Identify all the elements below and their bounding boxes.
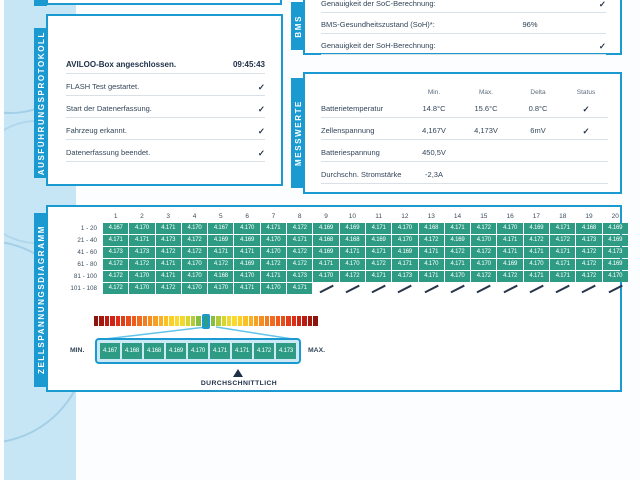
messwerte-row-max: 15.6°C: [474, 104, 498, 113]
grid-voltage-cell: 4.170: [497, 223, 522, 234]
grid-row-label: 41 - 60: [77, 249, 97, 256]
scale-square: [137, 316, 141, 326]
na-slash-icon: [398, 285, 412, 293]
grid-voltage-cell: 4.171: [445, 223, 470, 234]
grid-voltage-cell: 4.168: [340, 235, 365, 246]
grid-voltage-cell: 4.170: [208, 283, 233, 294]
grid-voltage-cell: 4.171: [419, 271, 444, 282]
grid-voltage-cell: 4.171: [366, 223, 391, 234]
protocol-row-label: FLASH Test gestartet.: [66, 82, 140, 91]
voltage-color-scale: [94, 313, 328, 329]
bms-rows: [321, 0, 606, 55]
grid-voltage-cell: 4.170: [340, 259, 365, 270]
grid-col-header: 3: [166, 213, 171, 220]
grid-voltage-cell: 4.169: [313, 223, 338, 234]
grid-col-header: 12: [401, 213, 409, 220]
grid-na-cell: [603, 283, 628, 294]
scale-square: [249, 316, 253, 326]
protocol-time: 09:45:43: [232, 60, 265, 69]
scale-square: [110, 316, 114, 326]
average-label: DURCHSCHNITTLICH: [200, 380, 278, 387]
protocol-row: [66, 74, 265, 96]
bms-panel-tab-label: BMS: [293, 14, 303, 38]
grid-voltage-cell: 4.172: [156, 247, 181, 258]
bms-row-label: Genauigkeit der SoH-Berechnung:: [321, 41, 436, 50]
magnifier-strip: [95, 338, 301, 364]
grid-voltage-cell: 4.171: [366, 247, 391, 258]
grid-voltage-cell: 4.170: [261, 247, 286, 258]
grid-voltage-cell: 4.173: [287, 271, 312, 282]
grid-na-cell: [471, 283, 496, 294]
grid-corner: [56, 212, 102, 222]
grid-voltage-cell: 4.173: [603, 247, 628, 258]
grid-voltage-cell: 4.168: [208, 271, 233, 282]
grid-col-header: 17: [532, 213, 541, 220]
grid-col-header: 16: [506, 213, 514, 220]
scale-square: [270, 316, 274, 326]
grid-voltage-cell: 4.172: [129, 259, 154, 270]
bms-row-label: BMS-Gesundheitszustand (SoH)*:: [321, 20, 435, 29]
grid-voltage-cell: 4.172: [103, 283, 128, 294]
grid-col-header: 1: [113, 213, 118, 220]
na-slash-icon: [345, 285, 359, 293]
grid-voltage-cell: 4.171: [129, 235, 154, 246]
cell-voltage-diagram-panel: [36, 205, 623, 392]
scale-square: [116, 316, 120, 326]
grid-voltage-cell: 4.170: [129, 271, 154, 282]
check-icon: ✓: [598, 40, 606, 51]
grid-voltage-cell: 4.172: [261, 259, 286, 270]
grid-col-header: 14: [453, 213, 462, 220]
na-slash-icon: [477, 285, 491, 293]
grid-voltage-cell: 4.169: [445, 235, 470, 246]
scale-square: [186, 316, 190, 326]
bms-row: [321, 34, 606, 55]
grid-voltage-cell: 4.171: [550, 247, 575, 258]
scale-square: [143, 316, 147, 326]
messwerte-panel-tab-label: MESSWERTE: [293, 100, 303, 166]
grid-voltage-cell: 4.171: [234, 247, 259, 258]
grid-na-cell: [419, 283, 444, 294]
check-icon: ✓: [598, 0, 606, 9]
scale-square: [159, 316, 163, 326]
grid-voltage-cell: 4.169: [366, 235, 391, 246]
magnifier-cell: 4.173: [276, 343, 296, 359]
messwerte-row-min: 4,167V: [422, 126, 446, 135]
grid-voltage-cell: 4.171: [340, 247, 365, 258]
grid-col-header: 10: [348, 213, 356, 220]
scale-square: [222, 316, 226, 326]
messwerte-header-row: [321, 82, 608, 96]
scale-square: [211, 316, 215, 326]
grid-voltage-cell: 4.169: [497, 259, 522, 270]
messwerte-row-delta: 6mV: [530, 126, 546, 135]
grid-voltage-cell: 4.169: [313, 247, 338, 258]
grid-voltage-cell: 4.173: [129, 247, 154, 258]
bms-panel: [293, 0, 622, 55]
grid-voltage-cell: 4.168: [313, 235, 338, 246]
grid-col-header: 19: [585, 213, 593, 220]
grid-row-label: 61 - 80: [77, 261, 97, 268]
grid-voltage-cell: 4.172: [576, 259, 601, 270]
protocol-row: [66, 96, 265, 118]
scale-square: [238, 316, 242, 326]
grid-voltage-cell: 4.173: [156, 235, 181, 246]
grid-voltage-cell: 4.173: [103, 247, 128, 258]
grid-voltage-cell: 4.170: [524, 259, 549, 270]
grid-na-cell: [366, 283, 391, 294]
scale-square: [191, 316, 195, 326]
magnifier-cell: 4.167: [100, 343, 120, 359]
grid-voltage-cell: 4.169: [603, 235, 628, 246]
grid-voltage-cell: 4.172: [419, 235, 444, 246]
grid-voltage-cell: 4.171: [287, 235, 312, 246]
scale-square: [243, 316, 247, 326]
messwerte-row: [321, 140, 608, 162]
grid-na-cell: [497, 283, 522, 294]
grid-voltage-cell: 4.169: [208, 235, 233, 246]
grid-voltage-cell: 4.169: [603, 259, 628, 270]
grid-col-header: 15: [480, 213, 488, 220]
bms-row: [321, 13, 606, 34]
messwerte-header-delta: Delta: [530, 89, 546, 96]
grid-voltage-cell: 4.170: [182, 223, 207, 234]
grid-voltage-cell: 4.169: [234, 235, 259, 246]
grid-voltage-cell: 4.172: [103, 271, 128, 282]
diagram-panel-tab: [34, 213, 48, 387]
grid-voltage-cell: 4.170: [419, 259, 444, 270]
grid-voltage-cell: 4.172: [524, 235, 549, 246]
grid-col-header: 8: [297, 213, 302, 220]
scale-square: [286, 316, 290, 326]
grid-voltage-cell: 4.172: [471, 223, 496, 234]
protocol-row: [66, 140, 265, 162]
grid-voltage-cell: 4.171: [419, 247, 444, 258]
grid-col-header: 11: [375, 213, 382, 220]
messwerte-row-label: Batteriespannung: [321, 148, 380, 157]
scale-square: [180, 316, 184, 326]
diagram-panel-tab-label: ZELLSPANNUNGSDIAGRAMM: [36, 225, 46, 375]
grid-voltage-cell: 4.171: [445, 259, 470, 270]
grid-col-header: 20: [611, 213, 619, 220]
grid-voltage-cell: 4.171: [366, 271, 391, 282]
grid-voltage-cell: 4.170: [392, 223, 417, 234]
na-slash-icon: [608, 285, 622, 293]
scale-square: [259, 316, 263, 326]
grid-na-cell: [392, 283, 417, 294]
grid-voltage-cell: 4.172: [366, 259, 391, 270]
scale-square: [281, 316, 285, 326]
min-label: MIN.: [70, 347, 85, 354]
scale-square: [169, 316, 173, 326]
grid-voltage-cell: 4.170: [603, 271, 628, 282]
grid-row-label: 1 - 20: [80, 225, 97, 232]
grid-voltage-cell: 4.170: [471, 235, 496, 246]
grid-voltage-cell: 4.171: [156, 271, 181, 282]
grid-voltage-cell: 4.169: [234, 259, 259, 270]
scale-square: [313, 316, 317, 326]
grid-row-label: 101 - 108: [70, 285, 97, 292]
grid-voltage-cell: 4.169: [603, 223, 628, 234]
scale-square: [132, 316, 136, 326]
messwerte-row: [321, 162, 608, 184]
magnifier-cell: 4.168: [144, 343, 164, 359]
grid-voltage-cell: 4.168: [419, 223, 444, 234]
protocol-rows: [66, 74, 265, 162]
protocol-row-label: Start der Datenerfassung.: [66, 104, 152, 113]
grid-voltage-cell: 4.172: [156, 283, 181, 294]
grid-na-cell: [340, 283, 365, 294]
grid-voltage-cell: 4.171: [261, 223, 286, 234]
grid-voltage-cell: 4.170: [182, 283, 207, 294]
grid-voltage-cell: 4.169: [524, 223, 549, 234]
grid-voltage-cell: 4.171: [524, 247, 549, 258]
messwerte-rows: [321, 96, 608, 184]
grid-na-cell: [576, 283, 601, 294]
grid-voltage-cell: 4.167: [208, 223, 233, 234]
messwerte-header-max: Max.: [478, 89, 494, 96]
na-slash-icon: [424, 285, 438, 293]
messwerte-row-label: Durchschn. Stromstärke: [321, 170, 402, 179]
grid-voltage-cell: 4.172: [471, 271, 496, 282]
grid-voltage-cell: 4.172: [287, 259, 312, 270]
grid-voltage-cell: 4.170: [261, 283, 286, 294]
na-slash-icon: [582, 285, 596, 293]
grid-voltage-cell: 4.171: [550, 223, 575, 234]
grid-voltage-cell: 4.171: [550, 259, 575, 270]
na-slash-icon: [372, 285, 386, 293]
magnifier-cell: 4.169: [166, 343, 186, 359]
grid-voltage-cell: 4.171: [234, 283, 259, 294]
grid-col-header: 13: [427, 213, 435, 220]
bms-row-label: Genauigkeit der SoC-Berechnung:: [321, 0, 436, 8]
magnifier-cell: 4.171: [210, 343, 230, 359]
na-slash-icon: [319, 285, 333, 293]
scale-square: [121, 316, 125, 326]
na-slash-icon: [556, 285, 570, 293]
check-icon: ✓: [257, 103, 265, 114]
grid-col-header: 5: [219, 213, 223, 220]
messwerte-row-min: -2,3A: [425, 170, 443, 179]
grid-voltage-cell: 4.170: [261, 235, 286, 246]
grid-voltage-cell: 4.171: [103, 235, 128, 246]
messwerte-row: [321, 118, 608, 140]
grid-voltage-cell: 4.170: [234, 271, 259, 282]
grid-voltage-cell: 4.172: [182, 235, 207, 246]
grid-voltage-cell: 4.171: [208, 247, 233, 258]
grid-voltage-cell: 4.171: [392, 259, 417, 270]
scale-square: [302, 316, 306, 326]
messwerte-row-min: 14.8°C: [422, 104, 446, 113]
messwerte-row-max: 4,173V: [474, 126, 498, 135]
grid-voltage-cell: 4.172: [208, 259, 233, 270]
grid-voltage-cell: 4.170: [471, 259, 496, 270]
protocol-row-label: Datenerfassung beendet.: [66, 148, 151, 157]
grid-voltage-cell: 4.171: [524, 271, 549, 282]
grid-voltage-cell: 4.171: [156, 223, 181, 234]
grid-na-cell: [445, 283, 470, 294]
scale-square: [276, 316, 280, 326]
magnifier-cell: 4.172: [254, 343, 274, 359]
messwerte-row-delta: 0.8°C: [528, 104, 548, 113]
protocol-row-label: Fahrzeug erkannt.: [66, 126, 127, 135]
protocol-title-row: [66, 52, 265, 74]
grid-voltage-cell: 4.169: [392, 247, 417, 258]
grid-col-header: 9: [324, 213, 328, 220]
protocol-title: AVILOO-Box angeschlossen.: [66, 60, 177, 69]
grid-na-cell: [524, 283, 549, 294]
messwerte-row-label: Zellenspannung: [321, 126, 375, 135]
grid-voltage-cell: 4.172: [103, 259, 128, 270]
check-icon: ✓: [257, 147, 265, 158]
grid-voltage-cell: 4.171: [287, 283, 312, 294]
messwerte-row: [321, 96, 608, 118]
grid-voltage-cell: 4.170: [313, 271, 338, 282]
cell-grid-wrap: [56, 212, 628, 294]
scale-square: [227, 316, 231, 326]
grid-voltage-cell: 4.170: [182, 259, 207, 270]
grid-voltage-cell: 4.172: [182, 247, 207, 258]
grid-col-header: 2: [140, 213, 144, 220]
magnifier-cell: 4.170: [188, 343, 208, 359]
grid-voltage-cell: 4.171: [156, 259, 181, 270]
protocol-body: [66, 52, 265, 162]
grid-voltage-cell: 4.167: [103, 223, 128, 234]
scale-square: [126, 316, 130, 326]
protocol-row: [66, 118, 265, 140]
grid-col-header: 6: [245, 213, 249, 220]
scale-square: [148, 316, 152, 326]
grid-voltage-cell: 4.171: [497, 247, 522, 258]
grid-voltage-cell: 4.172: [550, 235, 575, 246]
messwerte-row-label: Batterietemperatur: [321, 104, 384, 113]
scale-square: [175, 316, 179, 326]
grid-voltage-cell: 4.173: [576, 235, 601, 246]
grid-voltage-cell: 4.170: [182, 271, 207, 282]
scale-square: [254, 316, 258, 326]
grid-voltage-cell: 4.170: [129, 283, 154, 294]
grid-voltage-cell: 4.170: [445, 271, 470, 282]
grid-voltage-cell: 4.168: [576, 223, 601, 234]
scale-highlight-square: [202, 314, 210, 329]
grid-row-label: 81 - 100: [73, 273, 97, 280]
grid-col-header: 4: [192, 213, 197, 220]
bms-panel-tab: [291, 2, 305, 50]
cropped-panel-above: [46, 0, 282, 5]
scale-square: [196, 316, 200, 326]
grid-voltage-cell: 4.171: [261, 271, 286, 282]
grid-voltage-cell: 4.169: [340, 223, 365, 234]
messwerte-panel: [293, 72, 622, 194]
na-slash-icon: [503, 285, 517, 293]
scale-square: [105, 316, 109, 326]
average-marker-icon: [233, 369, 243, 377]
grid-voltage-cell: 4.172: [497, 271, 522, 282]
grid-voltage-cell: 4.171: [550, 271, 575, 282]
scale-square: [94, 316, 98, 326]
check-icon: ✓: [257, 125, 265, 136]
scale-square: [292, 316, 296, 326]
scale-square: [153, 316, 157, 326]
messwerte-panel-tab: [291, 78, 305, 188]
grid-voltage-cell: 4.172: [445, 247, 470, 258]
grid-voltage-cell: 4.172: [287, 223, 312, 234]
na-slash-icon: [450, 285, 464, 293]
grid-voltage-cell: 4.172: [471, 247, 496, 258]
scale-square: [265, 316, 269, 326]
grid-col-header: 7: [271, 213, 276, 220]
grid-voltage-cell: 4.172: [340, 271, 365, 282]
scale-square: [232, 316, 236, 326]
check-icon: ✓: [582, 103, 590, 114]
cell-grid: [56, 212, 628, 294]
messwerte-header-min: Min.: [427, 89, 441, 96]
scale-square: [164, 316, 168, 326]
check-icon: ✓: [257, 81, 265, 92]
scale-square: [308, 316, 312, 326]
grid-voltage-cell: 4.171: [497, 235, 522, 246]
grid-voltage-cell: 4.170: [392, 235, 417, 246]
grid-voltage-cell: 4.171: [313, 259, 338, 270]
messwerte-body: [321, 82, 608, 184]
magnifier-cell: 4.168: [122, 343, 142, 359]
bms-row: [321, 0, 606, 13]
scale-square: [99, 316, 103, 326]
grid-voltage-cell: 4.173: [392, 271, 417, 282]
grid-voltage-cell: 4.172: [576, 247, 601, 258]
messwerte-header-status: Status: [576, 89, 596, 96]
grid-voltage-cell: 4.172: [287, 247, 312, 258]
grid-row-label: 21 - 40: [77, 237, 97, 244]
scale-square: [216, 316, 220, 326]
magnifier-cell: 4.171: [232, 343, 252, 359]
max-label: MAX.: [308, 347, 325, 354]
protocol-panel-tab: [34, 28, 48, 178]
scale-square: [297, 316, 301, 326]
grid-col-header: 18: [559, 213, 567, 220]
grid-na-cell: [313, 283, 338, 294]
protocol-panel-tab-label: AUSFÜHRUNGSPROTOKOLL: [36, 30, 46, 176]
grid-voltage-cell: 4.170: [129, 223, 154, 234]
na-slash-icon: [529, 285, 543, 293]
bms-row-value: 96%: [522, 20, 538, 29]
grid-voltage-cell: 4.172: [576, 271, 601, 282]
messwerte-row-min: 450,5V: [422, 148, 446, 157]
grid-voltage-cell: 4.170: [234, 223, 259, 234]
check-icon: ✓: [582, 125, 590, 136]
grid-na-cell: [550, 283, 575, 294]
protocol-panel: [36, 14, 283, 186]
